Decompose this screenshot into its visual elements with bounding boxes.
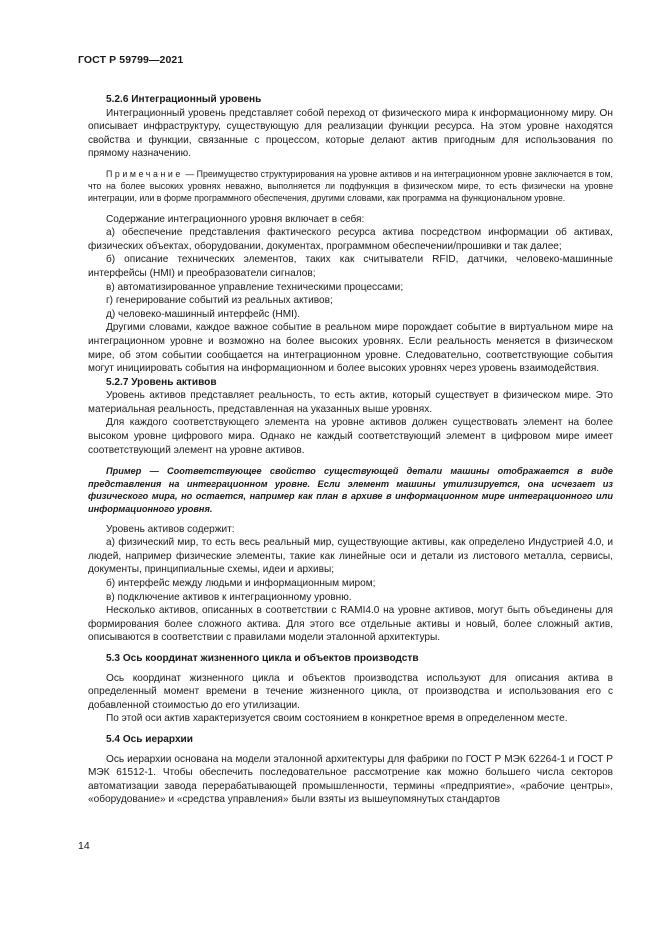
paragraph: Другими словами, каждое важное событие в реальном мире порождает событие в виртуальном мире на интеграционном уровне и возможно на более высоких уровнях. Если реальность меняется в физическом мире, об этом событии сообщается на интеграционном уровне. Следовательно, соответствующие события могут инициировать события на информационном и более высоких уровнях через уровень взаимодействия. — [88, 322, 613, 375]
list-item: в) автоматизированное управление техническими процессами; — [106, 281, 404, 293]
note-text: — Преимущество структурирования на уровне активов и на интеграционном уровне заключается в том, что на более высоких уровнях неважно, выполняется ли подфункция в физическом мире, то есть физически на уровне интеграции, или в форме программного обеспечения, другими словами, как программа на функциональном уровне. — [88, 168, 613, 204]
paragraph: Ось иерархии основана на модели эталонной архитектуры для фабрики по ГОСТ Р МЭК 62264-1 и ГОСТ Р МЭК 61512-1. Чтобы обеспечить последовательное рассмотрение как можно большего числа секторов автоматизации завода перерабатывающей промышленности, термины «предприятие», «рабочие центры», «оборудование» и «средства управления» были взяты из вышеупомянутых стандартов — [88, 753, 613, 806]
list-item: б) описание технических элементов, таких как считыватели RFID, датчики, человеко-машинные интерфейсы (HMI) и преобразователи сигналов; — [88, 254, 613, 279]
paragraph: Содержание интеграционного уровня включает в себя: — [106, 213, 365, 225]
section-5-3-heading: 5.3 Ось координат жизненного цикла и объектов производств — [106, 652, 419, 664]
standard-header: ГОСТ Р 59799—2021 — [78, 54, 184, 66]
paragraph: Ось координат жизненного цикла и объектов производства используют для описания актива в определенный момент времени в течение жизненного цикла, от производства и использования его с добавленной стоимостью до его утилизации. — [88, 672, 613, 711]
paragraph: Интеграционный уровень представляет собой переход от физического мира к информационному миру. Он описывает инфраструктуру, существующую для реализации функции ресурса. На этом уровне находятся свойства и функции, связанные с процессом, которые делают актив пригодным для использования по прямому назначению. — [88, 107, 613, 160]
paragraph: Для каждого соответствующего элемента на уровне активов должен существовать элемент на более высоком уровне цифрового мира. Однако не каждый соответствующий элемент в цифровом мире имеет соответствующий элемент на уровне активов. — [88, 417, 613, 456]
section-5-2-7-heading: 5.2.7 Уровень активов — [106, 376, 217, 388]
list-item: а) физический мир, то есть весь реальный мир, существующие активы, как определено Индустрией 4.0, и людей, например физические элементы, такие как линейные оси и детали из листового металла, сервисы, документы, принципиальные схемы, идеи и архивы; — [88, 537, 613, 576]
list-item: г) генерирование событий из реальных активов; — [106, 295, 333, 307]
list-item: а) обеспечение представления фактического ресурса актива посредством информации об активах, физических объектах, оборудовании, документах, программном обеспечении/прошивки и так далее; — [88, 227, 613, 252]
note-label: Примечание — [106, 168, 183, 179]
list-item: д) человеко-машинный интерфейс (HMI). — [106, 308, 301, 320]
list-item: б) интерфейс между людьми и информационным миром; — [106, 578, 376, 590]
section-5-4-heading: 5.4 Ось иерархии — [106, 733, 193, 745]
example-block: Пример — Соответствующее свойство существующей детали машины отображается в виде представления на интеграционном уровне. Если элемент машины утилизируется, она исчезает из физического мира, но остается, например как план в архиве в информационном мире интеграционного или информационного уровня. — [88, 466, 613, 515]
page-number: 14 — [78, 840, 90, 852]
paragraph: Уровень активов представляет реальность, то есть актив, который существует в физическом мире. Это материальная реальность, представленная на указанных выше уровнях. — [88, 390, 613, 415]
paragraph: Несколько активов, описанных в соответствии с RAMI4.0 на уровне активов, могут быть объединены для формирования более сложного актива. Для этого все отдельные активы и новый, более сложный актив, описываются в соответствии с правилами модели эталонной архитектуры. — [88, 605, 613, 644]
note — [88, 168, 613, 205]
list-item: в) подключение активов к интеграционному уровню. — [106, 591, 352, 603]
paragraph: Уровень активов содержит: — [106, 523, 235, 535]
section-5-2-6-heading: 5.2.6 Интеграционный уровень — [106, 94, 262, 105]
page-content — [88, 93, 613, 807]
paragraph: По этой оси актив характеризуется своим состоянием в конкретное время в определенном месте. — [106, 713, 568, 725]
